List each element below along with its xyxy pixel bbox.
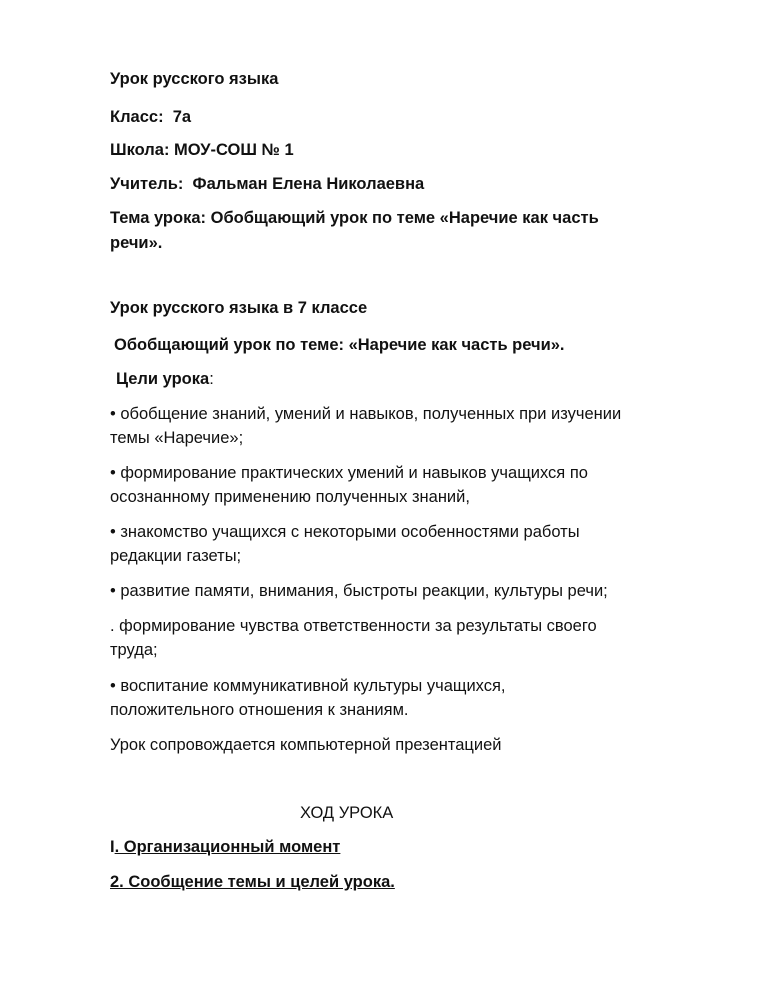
summary-topic: Обобщающий урок по теме: «Наречие как часть речи». [114,336,565,354]
topic-line [110,205,599,231]
goal-2-line-2: осознанному применению полученных знаний, [110,488,470,506]
topic-label: Тема урока: [110,209,207,227]
goals-colon: : [209,370,214,388]
school-value: МОУ-СОШ № 1 [174,141,294,159]
step-1-title: . Организационный момент [114,838,341,856]
school-line [110,137,294,163]
goal-3-line-2: редакции газеты; [110,547,242,565]
teacher-value: Фальман Елена Николаевна [192,175,425,193]
teacher-label: Учитель: [110,175,184,193]
step-1-numeral: I [110,838,115,856]
lesson-heading: Урок русского языка [110,70,279,88]
topic-line-continuation: речи». [110,234,163,252]
grade-label: Класс: [110,108,164,126]
goal-2-line-1: • формирование практических умений и навыков учащихся по [110,464,588,482]
teacher-line [110,171,424,197]
grade-line [110,104,191,130]
goals-label: Цели урока [116,370,210,388]
goal-5-line-2: труда; [110,641,158,659]
goal-6-line-1: • воспитание коммуникативной культуры учащихся, [110,677,506,695]
lesson-title: Урок русского языка в 7 классе [110,299,368,317]
school-label: Школа: [110,141,170,159]
goal-4-line-1: • развитие памяти, внимания, быстроты реакции, культуры речи; [110,582,608,600]
goal-5-line-1: . формирование чувства ответственности за результаты своего [110,617,597,635]
grade-value: 7а [172,108,192,126]
step-2: 2. Сообщение темы и целей урока. [110,873,395,891]
step-1 [110,834,340,860]
document-page [110,0,730,994]
topic-value: Обобщающий урок по теме «Наречие как часть [210,209,599,227]
lesson-flow-title: ХОД УРОКА [300,804,394,822]
goal-1-line-2: темы «Наречие»; [110,429,244,447]
goal-3-line-1: • знакомство учащихся с некоторыми особенностями работы [110,523,580,541]
goal-1-line-1: • обобщение знаний, умений и навыков, полученных при изучении [110,405,622,423]
presentation-note: Урок сопровождается компьютерной презентацией [110,736,502,754]
goals-heading [116,366,214,392]
goal-6-line-2: положительного отношения к знаниям. [110,701,409,719]
